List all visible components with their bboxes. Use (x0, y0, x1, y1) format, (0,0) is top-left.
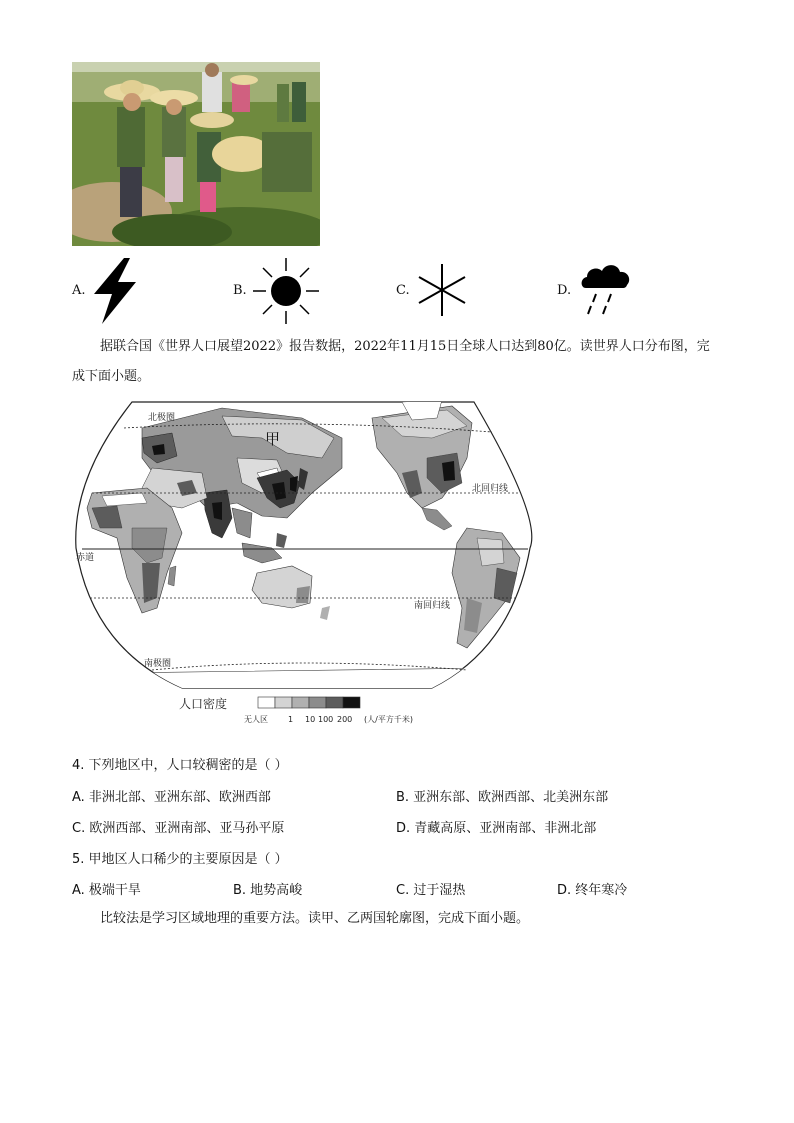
legend-tick-none: 无人区 (244, 715, 268, 724)
q5-option-d[interactable]: D. 终年寒冷 (557, 883, 628, 898)
q5-option-a[interactable]: A. 极端干旱 (72, 883, 141, 898)
option-a-letter: A. (72, 283, 86, 298)
field-photo (72, 62, 320, 246)
arctic-circle-label: 北极圈 (148, 413, 176, 423)
q5-option-b[interactable]: B. 地势高峻 (233, 883, 303, 898)
legend-tick-100: 100 (318, 715, 334, 724)
tropic-capricorn-label: 南回归线 (414, 601, 451, 611)
comparison-intro-text: 比较法是学习区域地理的重要方法。读甲、乙两国轮廓图，完成下面小题。 (100, 911, 530, 926)
field-photo-illustration (72, 62, 320, 246)
option-b-letter: B. (233, 283, 247, 298)
lightning-icon (88, 256, 148, 326)
q4-option-a[interactable]: A. 非洲北部、亚洲东部、欧洲西部 (72, 790, 271, 805)
equator-label: 赤道 (76, 553, 95, 563)
rain-cloud-icon (578, 258, 634, 318)
legend-swatches (258, 697, 360, 708)
legend-tick-10: 10 (305, 715, 316, 724)
population-intro-text: 据联合国《世界人口展望2022》报告数据，2022年11月15日全球人口达到80亿。读世界人口分布图，完成下面小题。 (72, 339, 710, 384)
tropic-cancer-label: 北回归线 (472, 484, 509, 494)
region-jia-label: 甲 (265, 430, 281, 448)
q4-stem: 4. 下列地区中，人口较稠密的是（ ） (72, 758, 288, 773)
q4-option-d[interactable]: D. 青藏高原、亚洲南部、非洲北部 (396, 821, 597, 836)
option-c-letter: C. (396, 283, 410, 298)
q4-option-b[interactable]: B. 亚洲东部、欧洲西部、北美洲东部 (396, 790, 609, 805)
option-d-letter: D. (557, 283, 572, 298)
legend-tick-1: 1 (288, 715, 294, 724)
q4-option-c[interactable]: C. 欧洲西部、亚洲南部、亚马孙平原 (72, 821, 285, 836)
sun-icon (253, 256, 323, 326)
legend-title: 人口密度 (179, 697, 228, 711)
snowflake-icon (414, 262, 470, 318)
antarctic-circle-label: 南极圈 (144, 659, 172, 669)
legend-tick-200: 200 (337, 715, 353, 724)
population-map-svg (72, 398, 534, 730)
legend-unit: (人/平方千米) (364, 715, 413, 724)
world-population-map (72, 398, 534, 730)
q5-stem: 5. 甲地区人口稀少的主要原因是（ ） (72, 852, 288, 867)
q5-option-c[interactable]: C. 过于湿热 (396, 883, 466, 898)
